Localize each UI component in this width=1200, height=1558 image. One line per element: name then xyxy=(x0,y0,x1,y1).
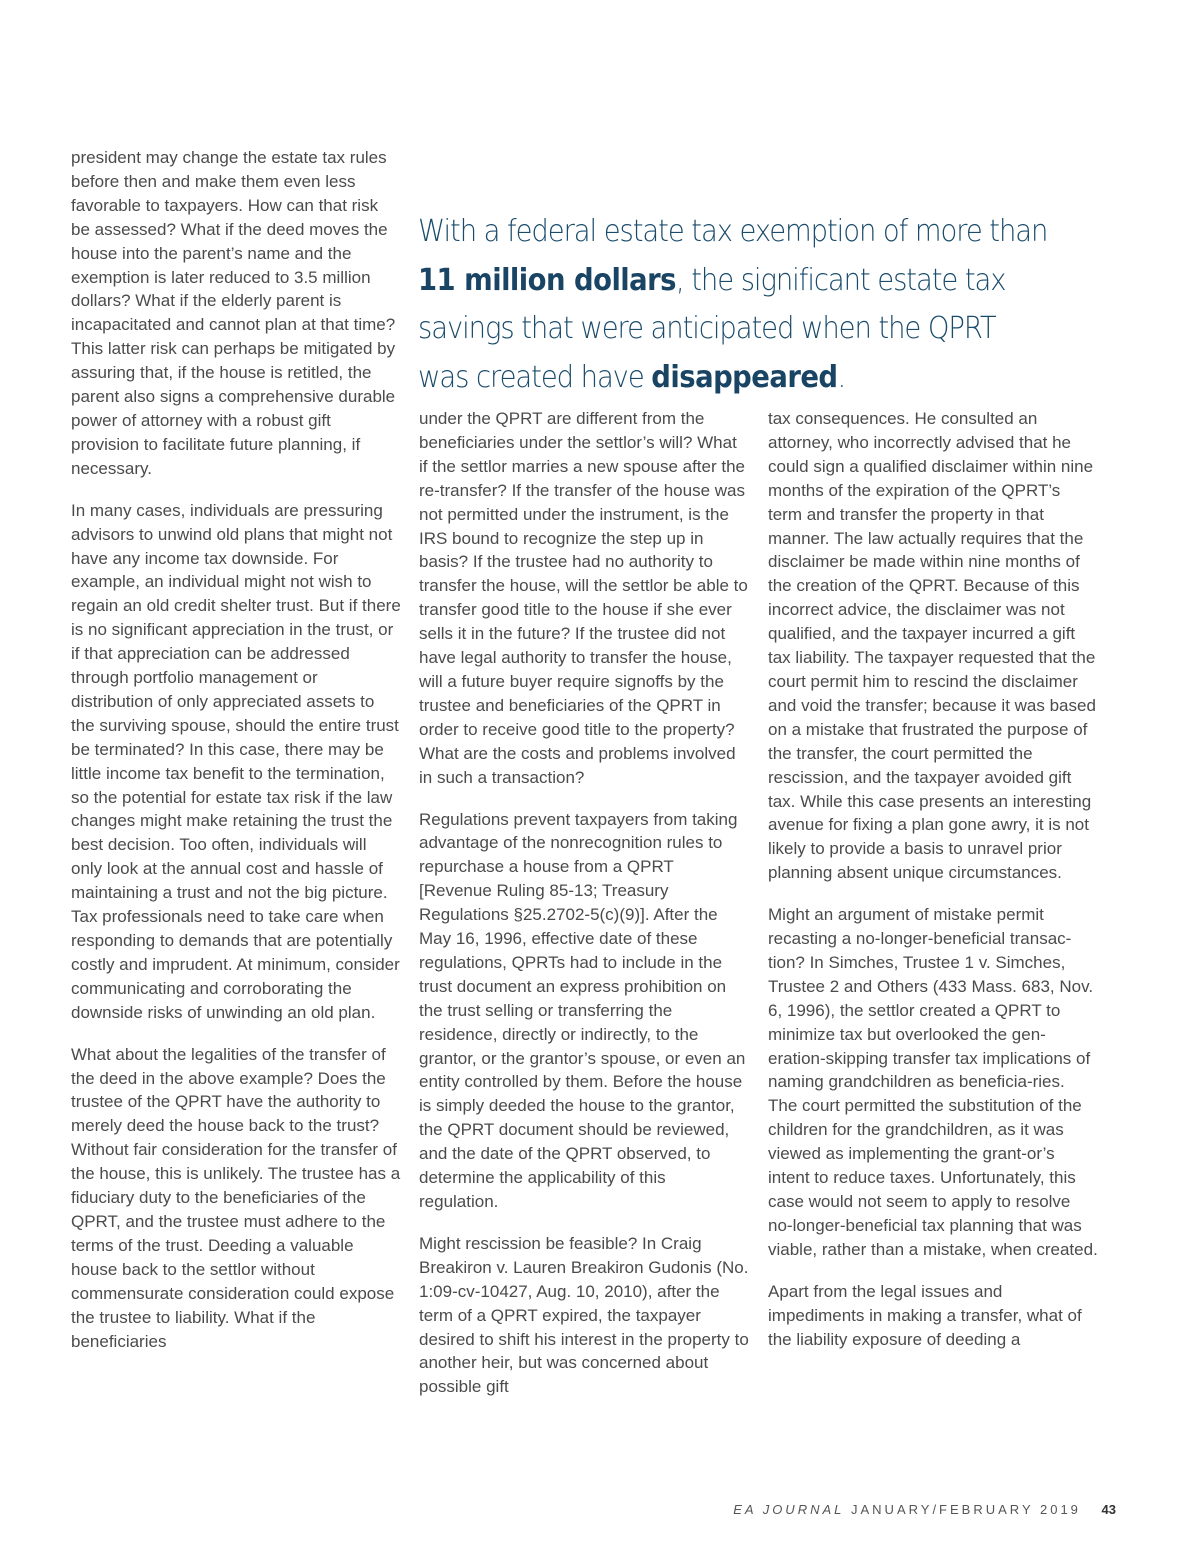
pull-quote xyxy=(418,208,1048,402)
pull-quote-text-2: , the significant estate tax savings that were anticipated when the QPRT was created have xyxy=(418,262,1006,395)
paragraph: Might an argument of mistake permit recasting a no-longer-beneficial transac-tion? In Simches, Trustee 1 v. Simches, Trustee 2 and Others (433 Mass. 683, Nov. 6, 1996), the settlor created a QPRT to minimize tax but overlooked the gen-eration-skipping transfer tax implications of naming grandchildren as beneficia-ries. The court permitted the substitution of the children for the grandchildren, as it was viewed as implementing the grant-or’s intent to reduce taxes. Unfortunately, this case would not seem to apply to resolve no-longer-beneficial tax planning that was viable, rather than a mistake, when created. xyxy=(768,905,1098,1259)
pull-quote-highlight-2: disappeared xyxy=(651,359,838,395)
pull-quote-highlight-1: 11 million dollars xyxy=(418,262,676,298)
page-footer xyxy=(733,1502,1116,1517)
text-column-3 xyxy=(768,407,1098,1369)
pull-quote-text-3: . xyxy=(837,359,846,395)
issue-date: JANUARY/FEBRUARY 2019 xyxy=(851,1502,1081,1517)
paragraph: Regulations prevent taxpayers from taking advantage of the nonrecognition rules to repurchase a house from a QPRT [Revenue Ruling 85-13; Treasury Regulations §25.2702-5(c)(9)]. After the May 16, 1996, effective date of these regulations, QPRTs had to include in the trust document an express prohibition on the trust selling or transferring the residence, directly or indirectly, to the grantor, or the grantor’s spouse, or even an entity controlled by them. Before the house is simply deeded the house to the grantor, the QPRT document should be reviewed, and the date of the QPRT observed, to determine the applicability of this regulation. xyxy=(419,809,746,1211)
paragraph: In many cases, individuals are pressuring advisors to unwind old plans that might not have any income tax downside. For example, an individual might not wish to regain an old credit shelter trust. But if there is no significant appreciation in the trust, or if that appreciation can be addressed through portfolio management or distribution of only appreciated assets to the surviving spouse, should the entire trust be terminated? In this case, there may be little income tax benefit to the termination, so the potential for estate tax risk if the law changes might make retaining the trust the best decision. Too often, individuals will only look at the annual cost and hassle of maintaining a trust and not the big picture. Tax professionals need to take care when responding to demands that are potentially costly and imprudent. At minimum, consider communicating and corroborating the downside risks of unwinding an old plan. xyxy=(71,500,401,1022)
paragraph: Apart from the legal issues and impediments in making a transfer, what of the liability exposure of deeding a xyxy=(768,1281,1082,1349)
pull-quote-text-1: With a federal estate tax exemption of more than xyxy=(418,214,1048,249)
paragraph: president may change the estate tax rules before then and make them even less favorable to taxpayers. How can that risk be assessed? What if the deed moves the house into the parent’s name and the exemption is later reduced to 3.5 million dollars? What if the elderly parent is incapacitated and cannot plan at that time? This latter risk can perhaps be mitigated by assuring that, if the house is retitled, the parent also signs a comprehensive durable power of attorney with a robust gift provision to facilitate future planning, if necessary. xyxy=(71,148,396,478)
paragraph: What about the legalities of the transfer of the deed in the above example? Does the trustee of the QPRT have the authority to merely deed the house back to the trust? Without fair consideration for the transfer of the house, this is unlikely. The trustee has a fiduciary duty to the beneficiaries of the QPRT, and the trustee must adhere to the terms of the trust. Deeding a valuable house back to the settlor without commensurate consideration could expose the trustee to liability. What if the beneficiaries xyxy=(71,1044,401,1351)
journal-name: EA JOURNAL xyxy=(733,1502,845,1517)
text-column-1 xyxy=(71,146,401,1371)
paragraph: Might rescission be feasible? In Craig Breakiron v. Lauren Breakiron Gudonis (No. 1:09-cv-10427, Aug. 10, 2010), after the term of a QPRT expired, the taxpayer desired to shift his interest in the property to another heir, but was concerned about possible gift xyxy=(419,1233,749,1397)
page-number: 43 xyxy=(1101,1502,1116,1517)
paragraph: tax consequences. He consulted an attorney, who incorrectly advised that he could sign a qualified disclaimer within nine months of the expiration of the QPRT’s term and transfer the property in that manner. The law actually requires that the disclaimer be made within nine months of the creation of the QPRT. Because of this incorrect advice, the disclaimer was not qualified, and the taxpayer incurred a gift tax liability. The taxpayer requested that the court permit him to rescind the disclaimer and void the transfer; because it was based on a mistake that frustrated the purpose of the transfer, the court permitted the rescission, and the taxpayer avoided gift tax. While this case presents an interesting avenue for fixing a plan gone awry, it is not likely to provide a basis to unravel prior planning absent unique circumstances. xyxy=(768,409,1096,883)
text-column-2 xyxy=(419,407,749,1417)
paragraph: under the QPRT are different from the beneficiaries under the settlor’s will? What if the settlor marries a new spouse after the re-transfer? If the transfer of the house was not permitted under the instrument, is the IRS bound to recognize the step up in basis? If the trustee had no authority to transfer the house, will the settlor be able to transfer good title to the house if she ever sells it in the future? If the trustee did not have legal authority to transfer the house, will a future buyer require signoffs by the trustee and beneficiaries of the QPRT in order to receive good title to the property? What are the costs and problems involved in such a transaction? xyxy=(419,409,748,787)
